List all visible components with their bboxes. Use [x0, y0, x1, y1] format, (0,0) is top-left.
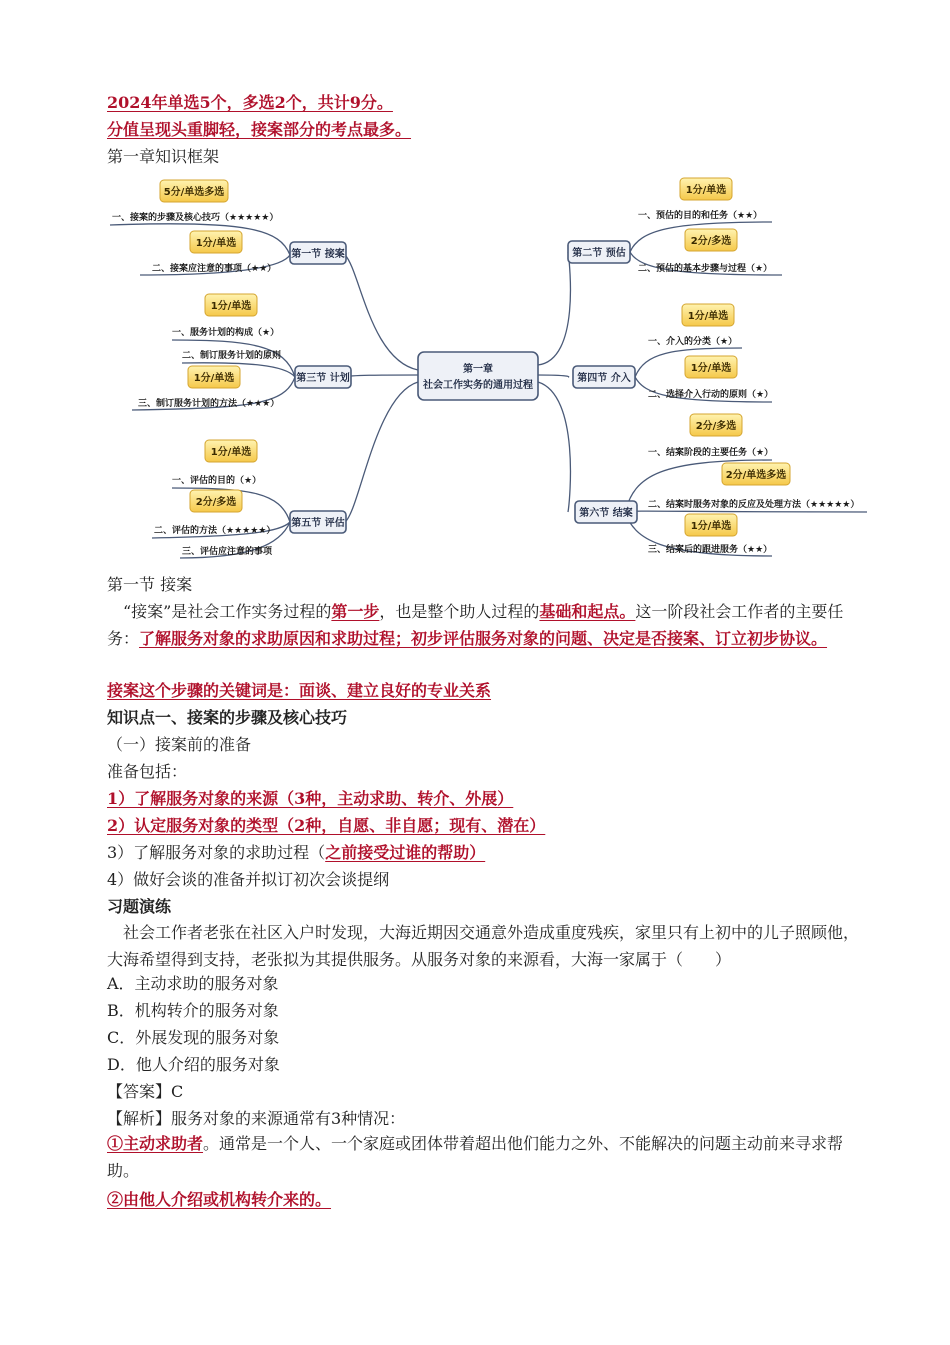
intro-paragraph: “接案”是社会工作实务过程的第一步，也是整个助人过程的基础和起点。这一阶段社会工作者的主要任务：了解服务对象的求助原因和求助过程；初步评估服务对象的问题、决定是否接案、订立初步协议。 — [107, 602, 844, 648]
tag-sec6-3: 1分/单选 — [690, 521, 732, 532]
node-sec5: 第五节 评估 — [291, 518, 345, 529]
tag-sec6-2: 2分/单选多选 — [725, 470, 787, 481]
chapter-mindmap — [100, 170, 880, 570]
sec3-item3: 三、制订服务计划的方法（★★★） — [138, 399, 280, 409]
tag-sec5-1: 1分/单选 — [210, 447, 252, 458]
sec4-item2: 二、选择介入行动的原则（★） — [648, 390, 774, 400]
sec6-item2: 二、结案时服务对象的反应及处理方法（★★★★★） — [648, 500, 860, 510]
tag-sec2-2: 2分/多选 — [690, 236, 732, 247]
node-sec3: 第三节 计划 — [296, 373, 350, 384]
sec1-item1: 一、接案的步骤及核心技巧（★★★★★） — [112, 213, 279, 223]
sec4-item1: 一、介入的分类（★） — [648, 337, 738, 347]
prep-item-1: 1）了解服务对象的来源（3种，主动求助、转介、外展） — [107, 789, 514, 808]
tag-sec6-1: 2分/多选 — [695, 421, 737, 432]
tag-sec4-2: 1分/单选 — [690, 363, 732, 374]
sec1-item2: 二、接案应注意的事项（★★） — [152, 264, 277, 274]
center-line1: 第一章 — [463, 364, 493, 375]
score-summary: 2024年单选5个，多选2个，共计9分。 — [107, 93, 393, 112]
option-b: B．机构转介的服务对象 — [107, 1001, 279, 1020]
framework-title: 第一章知识框架 — [107, 147, 220, 166]
tag-sec5-2: 2分/多选 — [195, 497, 237, 508]
node-sec4: 第四节 介入 — [577, 373, 631, 384]
keywords-line: 接案这个步骤的关键词是：面谈、建立良好的专业关系 — [107, 681, 492, 700]
analysis: 【解析】服务对象的来源通常有3种情况： — [107, 1109, 406, 1128]
node-sec1: 第一节 接案 — [291, 249, 345, 260]
score-note: 分值呈现头重脚轻，接案部分的考点最多。 — [107, 120, 412, 139]
section-heading: 第一节 接案 — [107, 575, 193, 594]
prep-item-4: 4）做好会谈的准备并拟订初次会谈提纲 — [107, 870, 390, 889]
exercise-heading: 习题演练 — [107, 897, 172, 916]
analysis-point-1: ①主动求助者。通常是一个人、一个家庭或团体带着超出他们能力之外、不能解决的问题主动前来寻求帮助。 — [107, 1134, 844, 1180]
option-a: A．主动求助的服务对象 — [107, 974, 279, 993]
tag-sec1-1: 5分/单选多选 — [163, 187, 225, 198]
sec6-item3: 三、结案后的跟进服务（★★） — [648, 545, 773, 555]
exercise-question: 社会工作者老张在社区入户时发现，大海近期因交通意外造成重度残疾，家里只有上初中的儿子照顾他，大海希望得到支持，老张拟为其提供服务。从服务对象的来源看，大海一家属于（ ） — [107, 923, 860, 969]
prep-item-3: 3）了解服务对象的求助过程（之前接受过谁的帮助） — [107, 843, 486, 862]
sec3-item1: 一、服务计划的构成（★） — [172, 328, 280, 338]
answer: 【答案】C — [107, 1082, 184, 1101]
sec5-item2: 二、评估的方法（★★★★★） — [154, 526, 276, 536]
tag-sec4-1: 1分/单选 — [687, 311, 729, 322]
subsection-title: （一）接案前的准备 — [107, 735, 252, 754]
sec2-item1: 一、预估的目的和任务（★★） — [638, 211, 763, 221]
sec5-item3: 三、评估应注意的事项 — [182, 547, 273, 557]
sec3-item2: 二、制订服务计划的原则 — [182, 351, 282, 361]
sec6-item1: 一、结案阶段的主要任务（★） — [648, 448, 774, 458]
knowledge-point-title: 知识点一、接案的步骤及核心技巧 — [107, 708, 348, 727]
tag-sec1-2: 1分/单选 — [195, 238, 237, 249]
tag-sec3-1: 1分/单选 — [210, 301, 252, 312]
tag-sec2-1: 1分/单选 — [685, 185, 727, 196]
sec5-item1: 一、评估的目的（★） — [172, 476, 262, 486]
node-sec2: 第二节 预估 — [572, 248, 626, 259]
analysis-point-2: ②由他人介绍或机构转介来的。 — [107, 1190, 332, 1209]
option-d: D．他人介绍的服务对象 — [107, 1055, 280, 1074]
prep-label: 准备包括： — [107, 762, 188, 781]
tag-sec3-3: 1分/单选 — [193, 373, 235, 384]
option-c: C．外展发现的服务对象 — [107, 1028, 280, 1047]
center-line2: 社会工作实务的通用过程 — [423, 380, 533, 391]
prep-item-2: 2）认定服务对象的类型（2种，自愿、非自愿；现有、潜在） — [107, 816, 546, 835]
node-sec6: 第六节 结案 — [579, 508, 633, 519]
sec2-item2: 二、预估的基本步骤与过程（★） — [638, 264, 773, 274]
